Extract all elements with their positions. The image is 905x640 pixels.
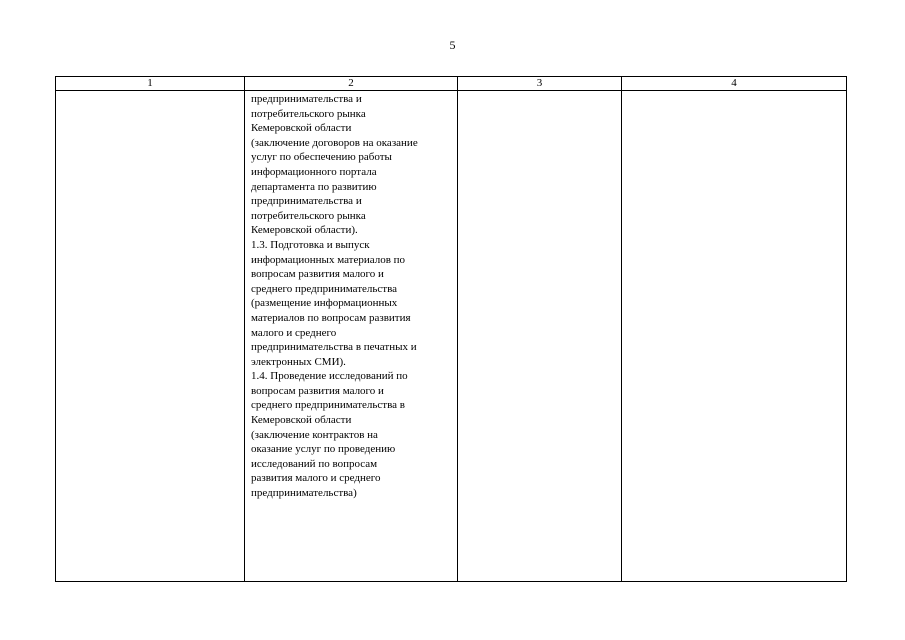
page-number: 5	[449, 38, 456, 52]
text-line: потребительского рынка	[251, 107, 366, 120]
text-line: предпринимательства и	[251, 195, 362, 208]
text-line: развития малого и среднего	[251, 472, 381, 485]
text-line: малого и среднего	[251, 326, 337, 339]
text-line: электронных СМИ).	[251, 355, 346, 368]
text-line: информационных материалов по	[251, 253, 406, 266]
text-line: 1.3. Подготовка и выпуск	[251, 238, 370, 251]
table-cell-col2	[245, 91, 458, 582]
cell-text-col3	[458, 91, 621, 92]
column-header-3: 3	[458, 77, 622, 91]
text-line: (заключение контрактов на	[251, 428, 378, 441]
text-line: услуг по обеспечению работы	[251, 151, 392, 164]
text-line: Кемеровской области	[251, 414, 352, 427]
text-line: исследований по вопросам	[251, 457, 378, 470]
text-line: предпринимательства в печатных и	[251, 341, 417, 354]
table-cell-col4	[622, 91, 847, 582]
table-cell-col1	[56, 91, 245, 582]
table-header-row	[56, 77, 847, 91]
cell-text-col1	[56, 91, 244, 92]
text-line: предпринимательства)	[251, 487, 357, 500]
cell-text-col2	[245, 91, 457, 501]
text-line: предпринимательства и	[251, 93, 362, 105]
text-line: информационного портала	[251, 165, 377, 178]
text-line: (размещение информационных	[251, 297, 398, 310]
text-line: оказание услуг по проведению	[251, 443, 396, 456]
column-header-4: 4	[622, 77, 847, 91]
text-line: вопросам развития малого и	[251, 384, 384, 397]
column-header-1: 1	[56, 77, 245, 91]
cell-text-col4	[622, 91, 846, 92]
text-line: среднего предпринимательства	[251, 282, 398, 295]
text-line: материалов по вопросам развития	[251, 311, 411, 324]
text-line: вопросам развития малого и	[251, 268, 384, 281]
text-line: 1.4. Проведение исследований по	[251, 370, 408, 383]
text-line: (заключение договоров на оказание	[251, 136, 418, 149]
text-line: среднего предпринимательства в	[251, 399, 405, 412]
text-line: департамента по развитию	[251, 180, 377, 193]
table-cell-col3	[458, 91, 622, 582]
column-header-2: 2	[245, 77, 458, 91]
text-line: Кемеровской области).	[251, 224, 358, 237]
document-table	[55, 76, 847, 582]
table-row	[56, 91, 847, 582]
text-line: Кемеровской области	[251, 122, 352, 135]
text-line: потребительского рынка	[251, 209, 366, 222]
